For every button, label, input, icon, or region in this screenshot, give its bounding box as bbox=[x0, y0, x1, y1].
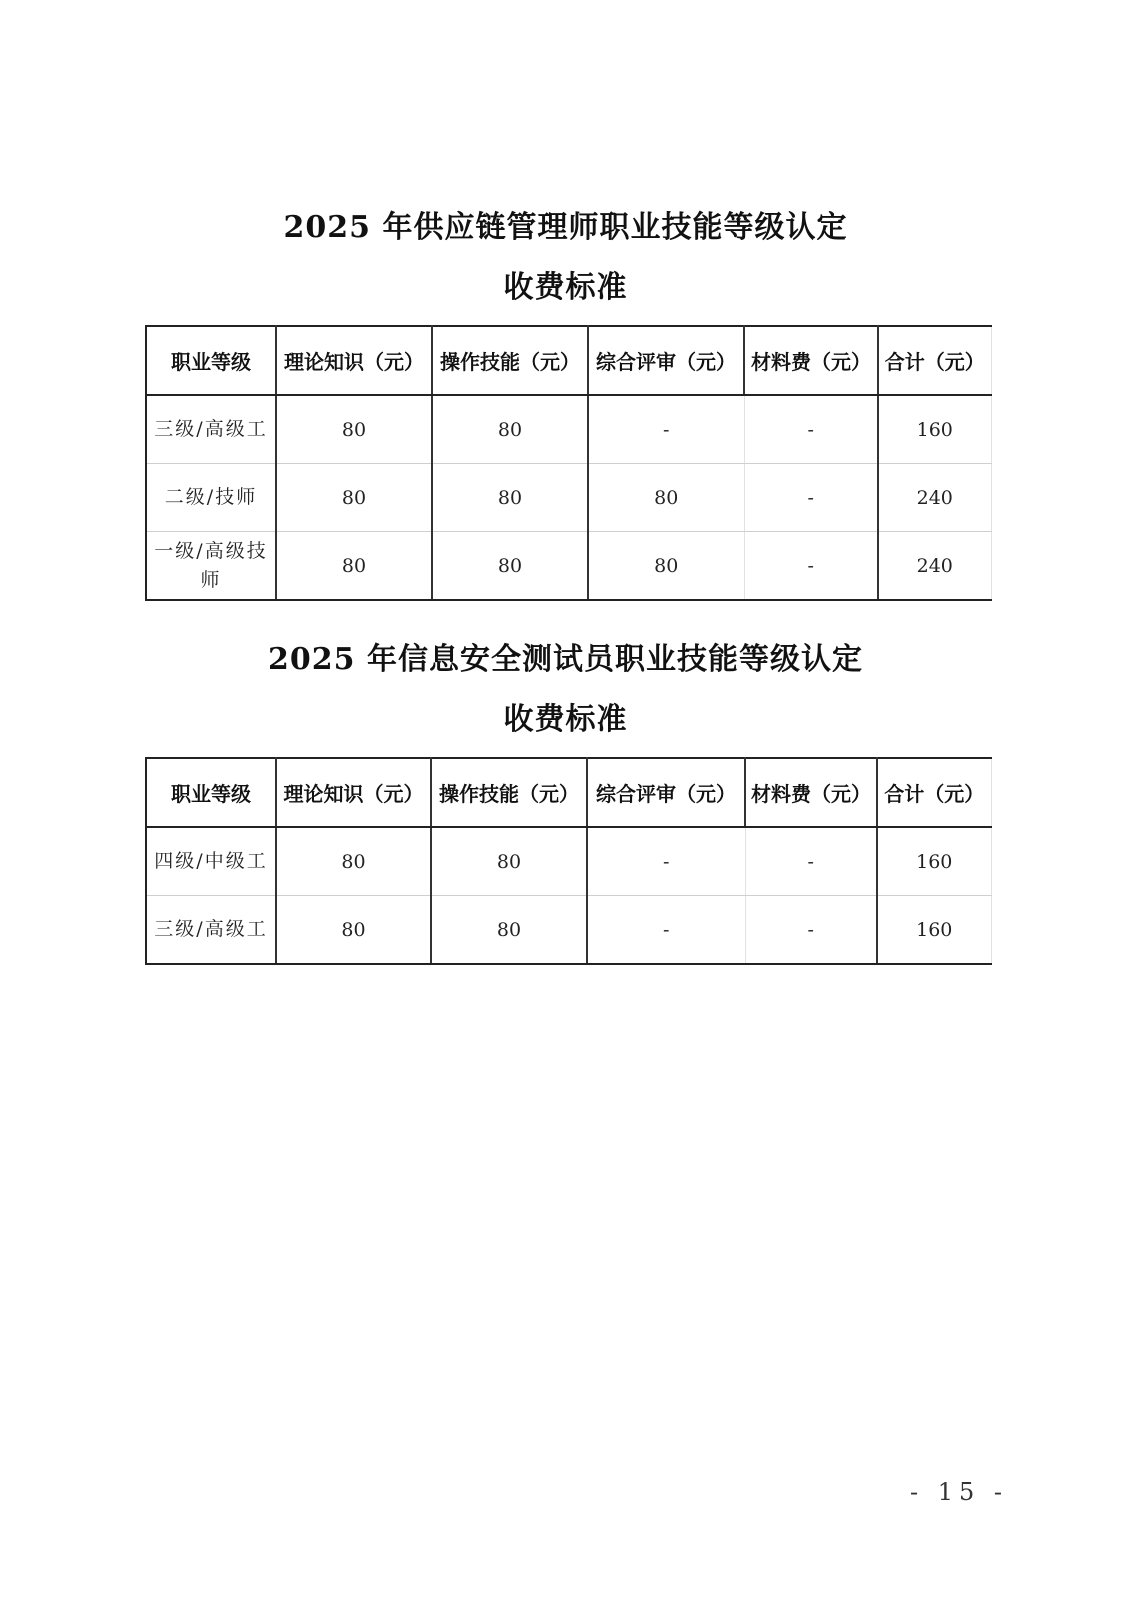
cell-theory: 80 bbox=[276, 532, 432, 601]
table-row bbox=[146, 827, 991, 896]
cell-skill: 80 bbox=[431, 896, 587, 965]
cell-skill: 80 bbox=[431, 827, 587, 896]
header-material: 材料费（元） bbox=[745, 758, 877, 827]
cell-review: 80 bbox=[588, 464, 744, 532]
cell-review: - bbox=[588, 395, 744, 464]
cell-material: - bbox=[744, 532, 878, 601]
cell-material: - bbox=[744, 464, 878, 532]
header-skill: 操作技能（元） bbox=[432, 326, 588, 395]
cell-theory: 80 bbox=[276, 395, 432, 464]
cell-total: 160 bbox=[878, 395, 991, 464]
header-material: 材料费（元） bbox=[744, 326, 878, 395]
table-row bbox=[146, 395, 991, 464]
cell-level: 四级/中级工 bbox=[146, 827, 276, 896]
header-theory: 理论知识（元） bbox=[276, 758, 431, 827]
table-row bbox=[146, 464, 991, 532]
table-2-title-line-1: 2025 年信息安全测试员职业技能等级认定 bbox=[268, 642, 863, 677]
table-2-title-line-2: 收费标准 bbox=[503, 702, 628, 737]
header-level: 职业等级 bbox=[146, 326, 276, 395]
cell-total: 240 bbox=[878, 532, 991, 601]
cell-review: - bbox=[587, 896, 745, 965]
cell-review: 80 bbox=[588, 532, 744, 601]
header-total: 合计（元） bbox=[877, 758, 991, 827]
cell-total: 160 bbox=[877, 827, 991, 896]
cell-review: - bbox=[587, 827, 745, 896]
table-1-title-line-2: 收费标准 bbox=[503, 270, 628, 305]
table-header-row bbox=[146, 758, 991, 827]
cell-total: 240 bbox=[878, 464, 991, 532]
cell-theory: 80 bbox=[276, 896, 431, 965]
fee-table-supply-chain bbox=[145, 325, 992, 601]
cell-skill: 80 bbox=[432, 464, 588, 532]
cell-material: - bbox=[745, 827, 877, 896]
cell-theory: 80 bbox=[276, 827, 431, 896]
cell-level: 三级/高级工 bbox=[146, 395, 276, 464]
fee-table-info-security bbox=[145, 757, 992, 965]
table-row bbox=[146, 532, 991, 601]
header-skill: 操作技能（元） bbox=[431, 758, 587, 827]
table-header-row bbox=[146, 326, 991, 395]
header-review: 综合评审（元） bbox=[587, 758, 745, 827]
header-level: 职业等级 bbox=[146, 758, 276, 827]
cell-total: 160 bbox=[877, 896, 991, 965]
cell-theory: 80 bbox=[276, 464, 432, 532]
cell-skill: 80 bbox=[432, 395, 588, 464]
header-theory: 理论知识（元） bbox=[276, 326, 432, 395]
table-1-title-line-1: 2025 年供应链管理师职业技能等级认定 bbox=[283, 210, 848, 245]
header-review: 综合评审（元） bbox=[588, 326, 744, 395]
cell-level: 二级/技师 bbox=[146, 464, 276, 532]
cell-level: 三级/高级工 bbox=[146, 896, 276, 965]
cell-skill: 80 bbox=[432, 532, 588, 601]
cell-level: 一级/高级技师 bbox=[146, 532, 276, 601]
cell-material: - bbox=[745, 896, 877, 965]
header-total: 合计（元） bbox=[878, 326, 991, 395]
page-number: - 15 - bbox=[910, 1478, 1009, 1506]
cell-material: - bbox=[744, 395, 878, 464]
table-row bbox=[146, 896, 991, 965]
